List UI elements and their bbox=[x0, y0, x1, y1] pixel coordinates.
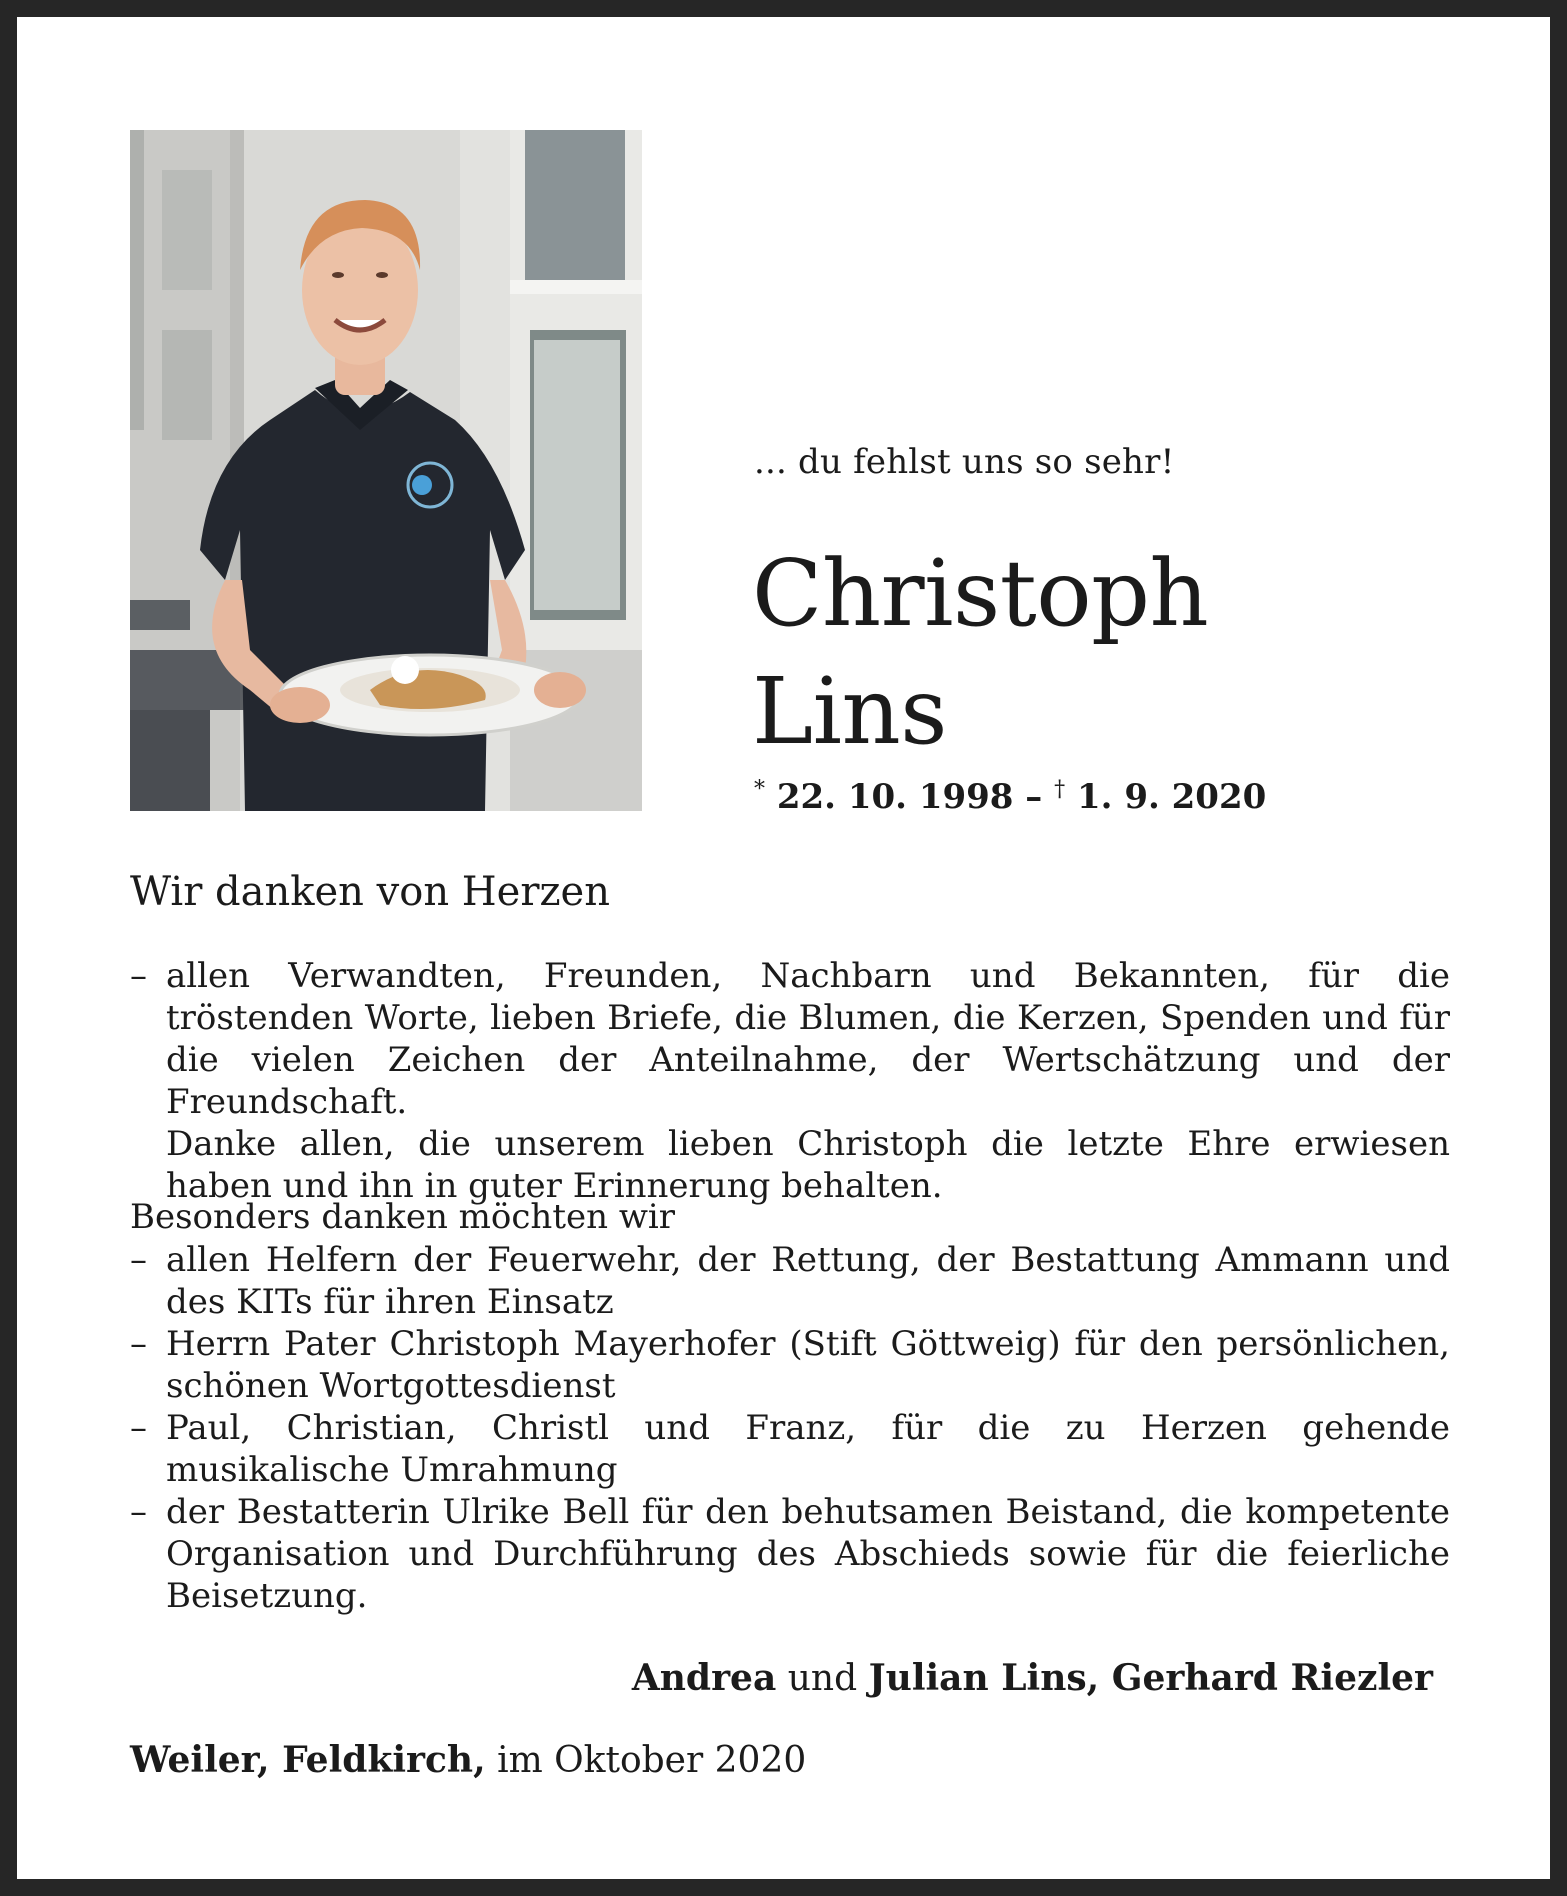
list-item-text: Herrn Pater Christoph Mayerhofer (Stift Göttweig) für den persönlichen, schönen Wortgottesdienst bbox=[166, 1324, 1450, 1406]
birth-date: 22. 10. 1998 bbox=[776, 777, 1014, 817]
thanks-heading: Wir danken von Herzen bbox=[130, 869, 610, 915]
dash-bullet: – bbox=[130, 1324, 147, 1364]
date-separator: – bbox=[1025, 777, 1043, 817]
thanks-section-general bbox=[130, 955, 1450, 1207]
list-item bbox=[130, 1491, 1450, 1617]
signer-name: Andrea bbox=[631, 1657, 777, 1699]
life-dates bbox=[754, 777, 1266, 817]
first-name: Christoph bbox=[752, 540, 1209, 647]
dash-bullet: – bbox=[130, 1492, 147, 1532]
signer-connector: und bbox=[787, 1658, 858, 1699]
list-item bbox=[130, 1239, 1450, 1323]
special-thanks-heading: Besonders danken möchten wir bbox=[130, 1197, 676, 1237]
signature bbox=[632, 1657, 1433, 1699]
birth-star-icon: * bbox=[754, 777, 765, 802]
list-item bbox=[130, 955, 1450, 1123]
portrait-photo bbox=[130, 130, 642, 811]
list-item bbox=[130, 1323, 1450, 1407]
place-location: Weiler, Feldkirch, bbox=[130, 1739, 486, 1781]
list-item bbox=[130, 1407, 1450, 1491]
dash-bullet: – bbox=[130, 956, 147, 996]
list-item-text: allen Verwandten, Freunden, Nachbarn und Bekannten, für die tröstenden Worte, lieben Briefe, die Blumen, die Kerzen, Spenden und für die vielen Zeichen der Anteilnahme, der Wertschätzung und der Freundschaft. bbox=[166, 956, 1450, 1122]
last-name: Lins bbox=[752, 658, 947, 765]
list-item-text: der Bestatterin Ulrike Bell für den behutsamen Beistand, die kompetente Organisation und Durchführung des Abschieds sowie für die feierliche Beisetzung. bbox=[166, 1492, 1450, 1616]
list-item-text: allen Helfern der Feuerwehr, der Rettung, der Bestattung Ammann und des KITs für ihren Einsatz bbox=[166, 1240, 1450, 1322]
deceased-name bbox=[752, 535, 1208, 771]
thanks-section-special bbox=[130, 1239, 1450, 1617]
tagline: ... du fehlst uns so sehr! bbox=[754, 442, 1175, 482]
obituary-page bbox=[17, 17, 1550, 1879]
death-date: 1. 9. 2020 bbox=[1076, 777, 1267, 817]
dash-bullet: – bbox=[130, 1240, 147, 1280]
list-item-text: Paul, Christian, Christl und Franz, für die zu Herzen gehende musikalische Umrahmung bbox=[166, 1408, 1450, 1490]
thanks-continuation: Danke allen, die unserem lieben Christoph die letzte Ehre erwiesen haben und ihn in guter Erinnerung behalten. bbox=[166, 1124, 1450, 1206]
dash-bullet: – bbox=[130, 1408, 147, 1448]
place-date-text: im Oktober 2020 bbox=[497, 1740, 807, 1781]
signer-names: Julian Lins, Gerhard Riezler bbox=[868, 1657, 1433, 1699]
place-date bbox=[130, 1739, 806, 1781]
death-cross-icon: † bbox=[1054, 777, 1066, 802]
